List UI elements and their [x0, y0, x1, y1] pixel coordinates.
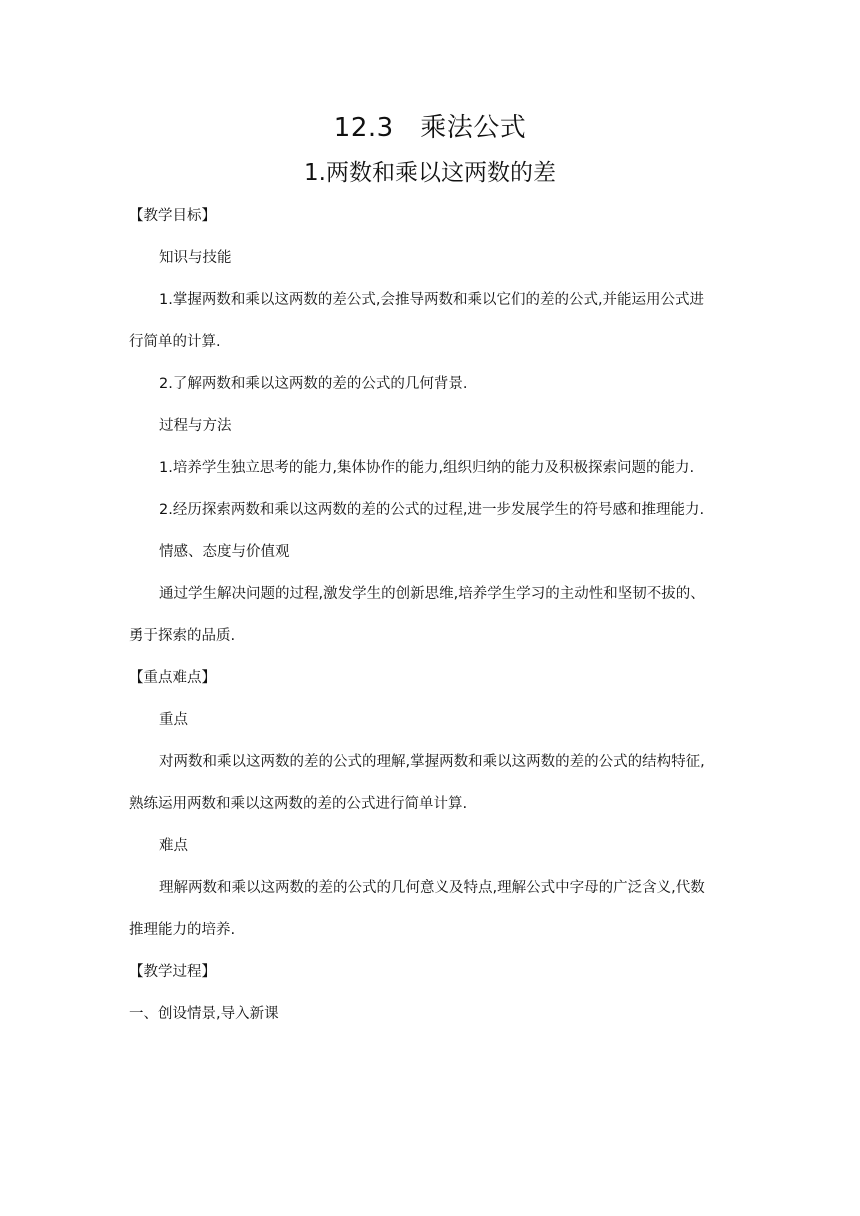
paragraph-line: 1.掌握两数和乘以这两数的差公式,会推导两数和乘以它们的差的公式,并能运用公式进	[159, 292, 705, 308]
paragraph-line: 勇于探索的品质.	[129, 628, 236, 644]
document-title: 12.3 乘法公式	[333, 113, 527, 143]
paragraph-line: 推理能力的培养.	[129, 922, 236, 938]
section-heading-teaching-process: 【教学过程】	[129, 964, 216, 980]
section-heading-goals: 【教学目标】	[129, 208, 216, 224]
paragraph-line: 熟练运用两数和乘以这两数的差的公式进行简单计算.	[129, 796, 468, 812]
subheading-emotion: 情感、态度与价值观	[159, 544, 290, 560]
document-subtitle: 1.两数和乘以这两数的差	[304, 160, 556, 186]
subheading-difficult: 难点	[159, 838, 188, 854]
paragraph-line: 2.经历探索两数和乘以这两数的差的公式的过程,进一步发展学生的符号感和推理能力.	[159, 502, 705, 518]
paragraph-line: 通过学生解决问题的过程,激发学生的创新思维,培养学生学习的主动性和坚韧不拔的、	[159, 586, 705, 602]
step-heading: 一、创设情景,导入新课	[129, 1006, 279, 1022]
paragraph-line: 2.了解两数和乘以这两数的差的公式的几何背景.	[159, 376, 468, 392]
subheading-process: 过程与方法	[159, 418, 232, 434]
paragraph-line: 1.培养学生独立思考的能力,集体协作的能力,组织归纳的能力及积极探索问题的能力.	[159, 460, 695, 476]
paragraph-line: 对两数和乘以这两数的差的公式的理解,掌握两数和乘以这两数的差的公式的结构特征,	[159, 754, 705, 770]
subheading-key: 重点	[159, 712, 188, 728]
section-heading-keypoints: 【重点难点】	[129, 670, 216, 686]
paragraph-line: 理解两数和乘以这两数的差的公式的几何意义及特点,理解公式中字母的广泛含义,代数	[159, 880, 705, 896]
paragraph-line: 行简单的计算.	[129, 334, 221, 350]
document-body	[129, 206, 729, 1024]
subheading-knowledge: 知识与技能	[159, 250, 232, 266]
